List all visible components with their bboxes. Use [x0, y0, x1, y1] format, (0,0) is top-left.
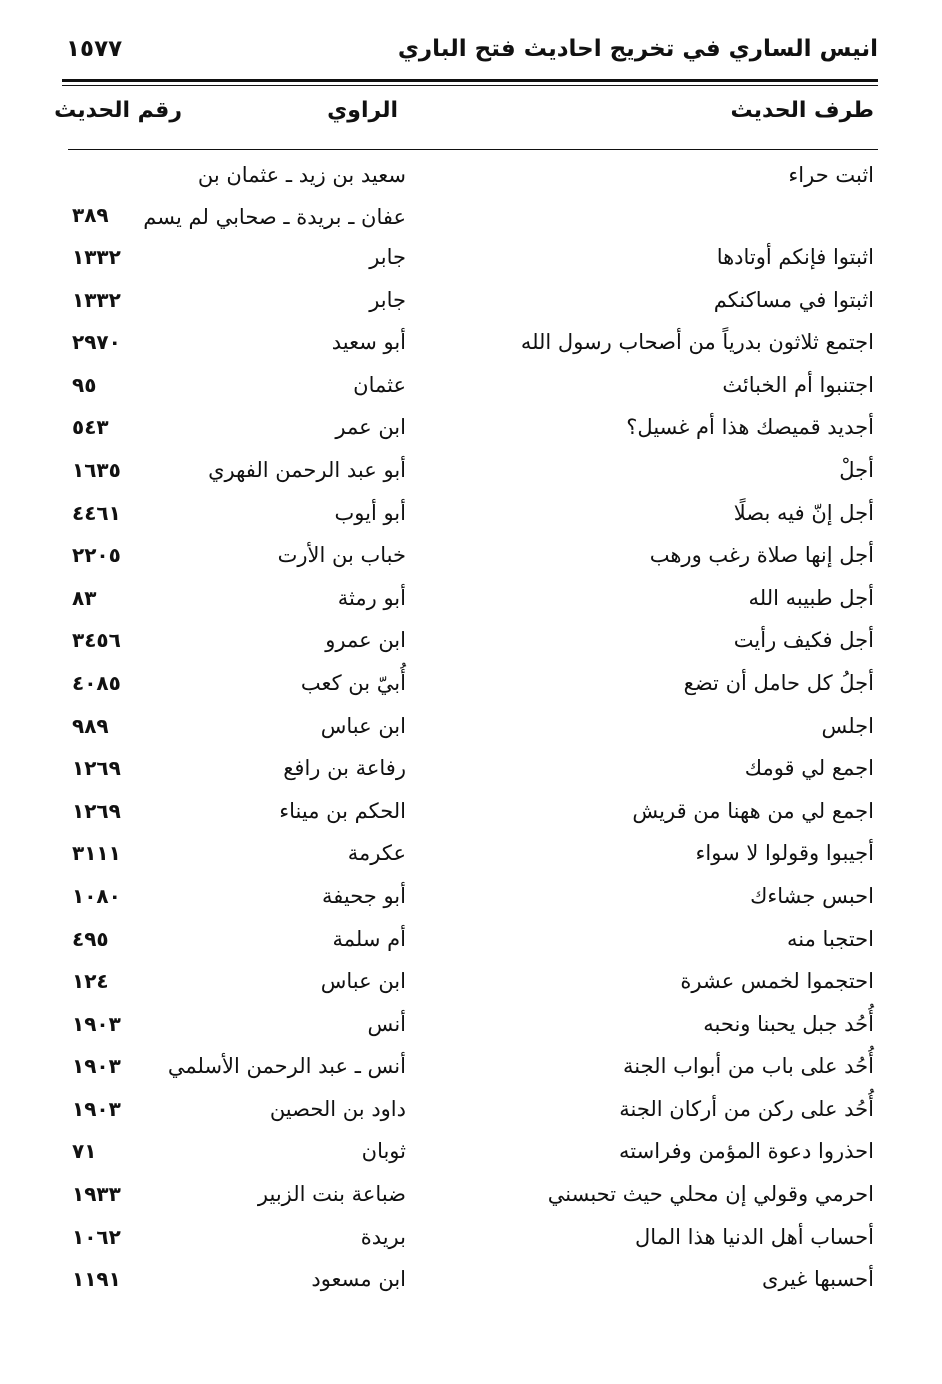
column-header-rule	[68, 149, 878, 150]
hadith-opening: اثبت حراء	[788, 163, 874, 187]
narrator: ثوبان	[361, 1139, 406, 1164]
hadith-opening: اجمع لي قومك	[744, 756, 874, 781]
table-row	[0, 407, 942, 450]
hadith-opening: أجديد قميصك هذا أم غسيل؟	[626, 415, 874, 440]
running-head	[62, 36, 878, 76]
hadith-opening: أجل طبيبه الله	[748, 585, 874, 610]
book-title: انيس الساري في تخريج احاديث فتح الباري	[397, 36, 878, 62]
hadith-opening: أحساب أهل الدنيا هذا المال	[634, 1224, 874, 1249]
table-row	[0, 1046, 942, 1089]
hadith-number: ١٢٦٩	[72, 756, 121, 781]
table-row	[0, 1004, 942, 1047]
table-row	[0, 876, 942, 919]
hadith-index-table	[0, 155, 942, 1302]
table-row	[0, 578, 942, 621]
table-row	[0, 450, 942, 493]
hadith-opening: أحسبها غيرى	[762, 1267, 874, 1292]
hadith-opening: أجل إنّ فيه بصلًا	[733, 500, 874, 525]
hadith-number: ١٩٠٣	[72, 1054, 121, 1079]
table-row	[0, 322, 942, 365]
hadith-number: ٨٣	[72, 585, 97, 610]
narrator: بريدة	[360, 1224, 406, 1249]
narrator: جابر	[369, 245, 406, 269]
hadith-number: ١٩٠٣	[72, 1096, 121, 1121]
narrator: ابن مسعود	[311, 1267, 406, 1292]
narrator: جابر	[369, 287, 406, 312]
hadith-number: ٢٢٠٥	[72, 543, 121, 568]
table-row	[0, 833, 942, 876]
narrator: ابن عمرو	[325, 628, 406, 653]
hadith-opening: اجلس	[821, 713, 874, 738]
table-row	[0, 919, 942, 962]
hadith-opening: اجتمع ثلاثون بدرياً من أصحاب رسول الله	[520, 330, 874, 355]
table-row	[0, 620, 942, 663]
column-header-narrator: الراوي	[327, 98, 398, 123]
hadith-opening: أجلُ كل حامل أن تضع	[683, 670, 874, 695]
hadith-number: ١٢٤	[72, 969, 109, 994]
hadith-number: ٤٤٦١	[72, 500, 121, 525]
hadith-opening: اجمع لي من ههنا من قريش	[632, 798, 874, 823]
hadith-number: ٩٥	[72, 372, 97, 397]
narrator: أنس	[367, 1011, 406, 1036]
narrator: أُبيّ بن كعب	[300, 670, 406, 695]
narrator: رفاعة بن رافع	[283, 756, 406, 781]
hadith-number: ٣٤٥٦	[72, 628, 121, 653]
hadith-number: ٤٠٨٥	[72, 670, 121, 695]
hadith-number: ١٠٦٢	[72, 1224, 121, 1249]
hadith-number: ١٠٨٠	[72, 883, 121, 908]
hadith-opening: أُحُد على ركن من أركان الجنة	[619, 1096, 874, 1121]
narrator: داود بن الحصين	[269, 1096, 406, 1121]
hadith-opening: أجل فكيف رأيت	[733, 628, 874, 653]
table-row	[0, 961, 942, 1004]
narrator: أبو جحيفة	[322, 883, 406, 908]
table-row	[0, 1089, 942, 1132]
narrator-line: سعيد بن زيد ـ عثمان بن	[197, 163, 406, 187]
table-row	[0, 1217, 942, 1260]
hadith-number: ١٣٣٢	[72, 245, 121, 269]
narrator: الحكم بن ميناء	[279, 798, 406, 823]
hadith-opening: أُحُد جبل يحبنا ونحبه	[703, 1011, 874, 1036]
table-row	[0, 663, 942, 706]
narrator: أنس ـ عبد الرحمن الأسلمي	[167, 1054, 406, 1079]
hadith-opening: احذروا دعوة المؤمن وفراسته	[619, 1139, 874, 1164]
hadith-opening: أُحُد على باب من أبواب الجنة	[623, 1054, 874, 1079]
narrator: أبو رمثة	[337, 585, 406, 610]
hadith-number: ٧١	[72, 1139, 97, 1164]
hadith-number: ٣١١١	[72, 841, 121, 866]
column-header-hadith-number: رقم الحديث	[54, 98, 182, 123]
narrator-line: عفان ـ بريدة ـ صحابي لم يسم	[143, 205, 406, 229]
hadith-opening: اجتنبوا أم الخبائث	[722, 372, 874, 397]
hadith-opening: احرمي وقولي إن محلي حيث تحبسني	[547, 1182, 874, 1207]
table-row	[0, 280, 942, 323]
hadith-opening: احبس جشاءك	[750, 883, 874, 908]
hadith-opening: احتجموا لخمس عشرة	[680, 969, 874, 994]
hadith-number: ٩٨٩	[72, 713, 109, 738]
table-row	[0, 1131, 942, 1174]
hadith-number: ٢٩٧٠	[72, 330, 121, 355]
header-rule	[62, 79, 878, 86]
page-number: ١٥٧٧	[66, 36, 123, 62]
narrator: عثمان	[353, 372, 406, 397]
narrator: ابن عباس	[320, 713, 406, 738]
table-row	[0, 155, 942, 237]
table-row	[0, 365, 942, 408]
hadith-number: ١٩٠٣	[72, 1011, 121, 1036]
narrator: أم سلمة	[332, 926, 406, 951]
table-row	[0, 1259, 942, 1302]
hadith-number: ٣٨٩	[72, 203, 109, 227]
hadith-number: ١٩٣٣	[72, 1182, 121, 1207]
hadith-number: ١٣٣٢	[72, 287, 121, 312]
hadith-number: ١٦٣٥	[72, 457, 121, 482]
table-row	[0, 791, 942, 834]
hadith-number: ٥٤٣	[72, 415, 109, 440]
hadith-number: ١٢٦٩	[72, 798, 121, 823]
narrator: أبو أيوب	[334, 500, 406, 525]
narrator: ضباعة بنت الزبير	[257, 1182, 406, 1207]
narrator: خباب بن الأرت	[277, 543, 406, 568]
hadith-number: ١١٩١	[72, 1267, 121, 1292]
table-row	[0, 748, 942, 791]
column-header-hadith-opening: طرف الحديث	[730, 98, 874, 123]
hadith-opening: أجلْ	[839, 457, 874, 482]
hadith-opening: اثبتوا في مساكنكم	[713, 287, 874, 312]
narrator: ابن عباس	[320, 969, 406, 994]
narrator: أبو سعيد	[331, 330, 406, 355]
narrator: ابن عمر	[335, 415, 406, 440]
table-row	[0, 706, 942, 749]
hadith-number: ٤٩٥	[72, 926, 109, 951]
table-row	[0, 237, 942, 280]
narrator	[143, 159, 406, 233]
table-row	[0, 1174, 942, 1217]
narrator: أبو عبد الرحمن الفهري	[208, 457, 406, 482]
hadith-opening: احتجبا منه	[787, 926, 874, 951]
hadith-opening: أجيبوا وقولوا لا سواء	[695, 841, 874, 866]
hadith-opening: اثبتوا فإنكم أوتادها	[716, 245, 874, 269]
hadith-opening: أجل إنها صلاة رغب ورهب	[649, 543, 874, 568]
narrator: عكرمة	[347, 841, 406, 866]
table-row	[0, 535, 942, 578]
table-row	[0, 493, 942, 536]
